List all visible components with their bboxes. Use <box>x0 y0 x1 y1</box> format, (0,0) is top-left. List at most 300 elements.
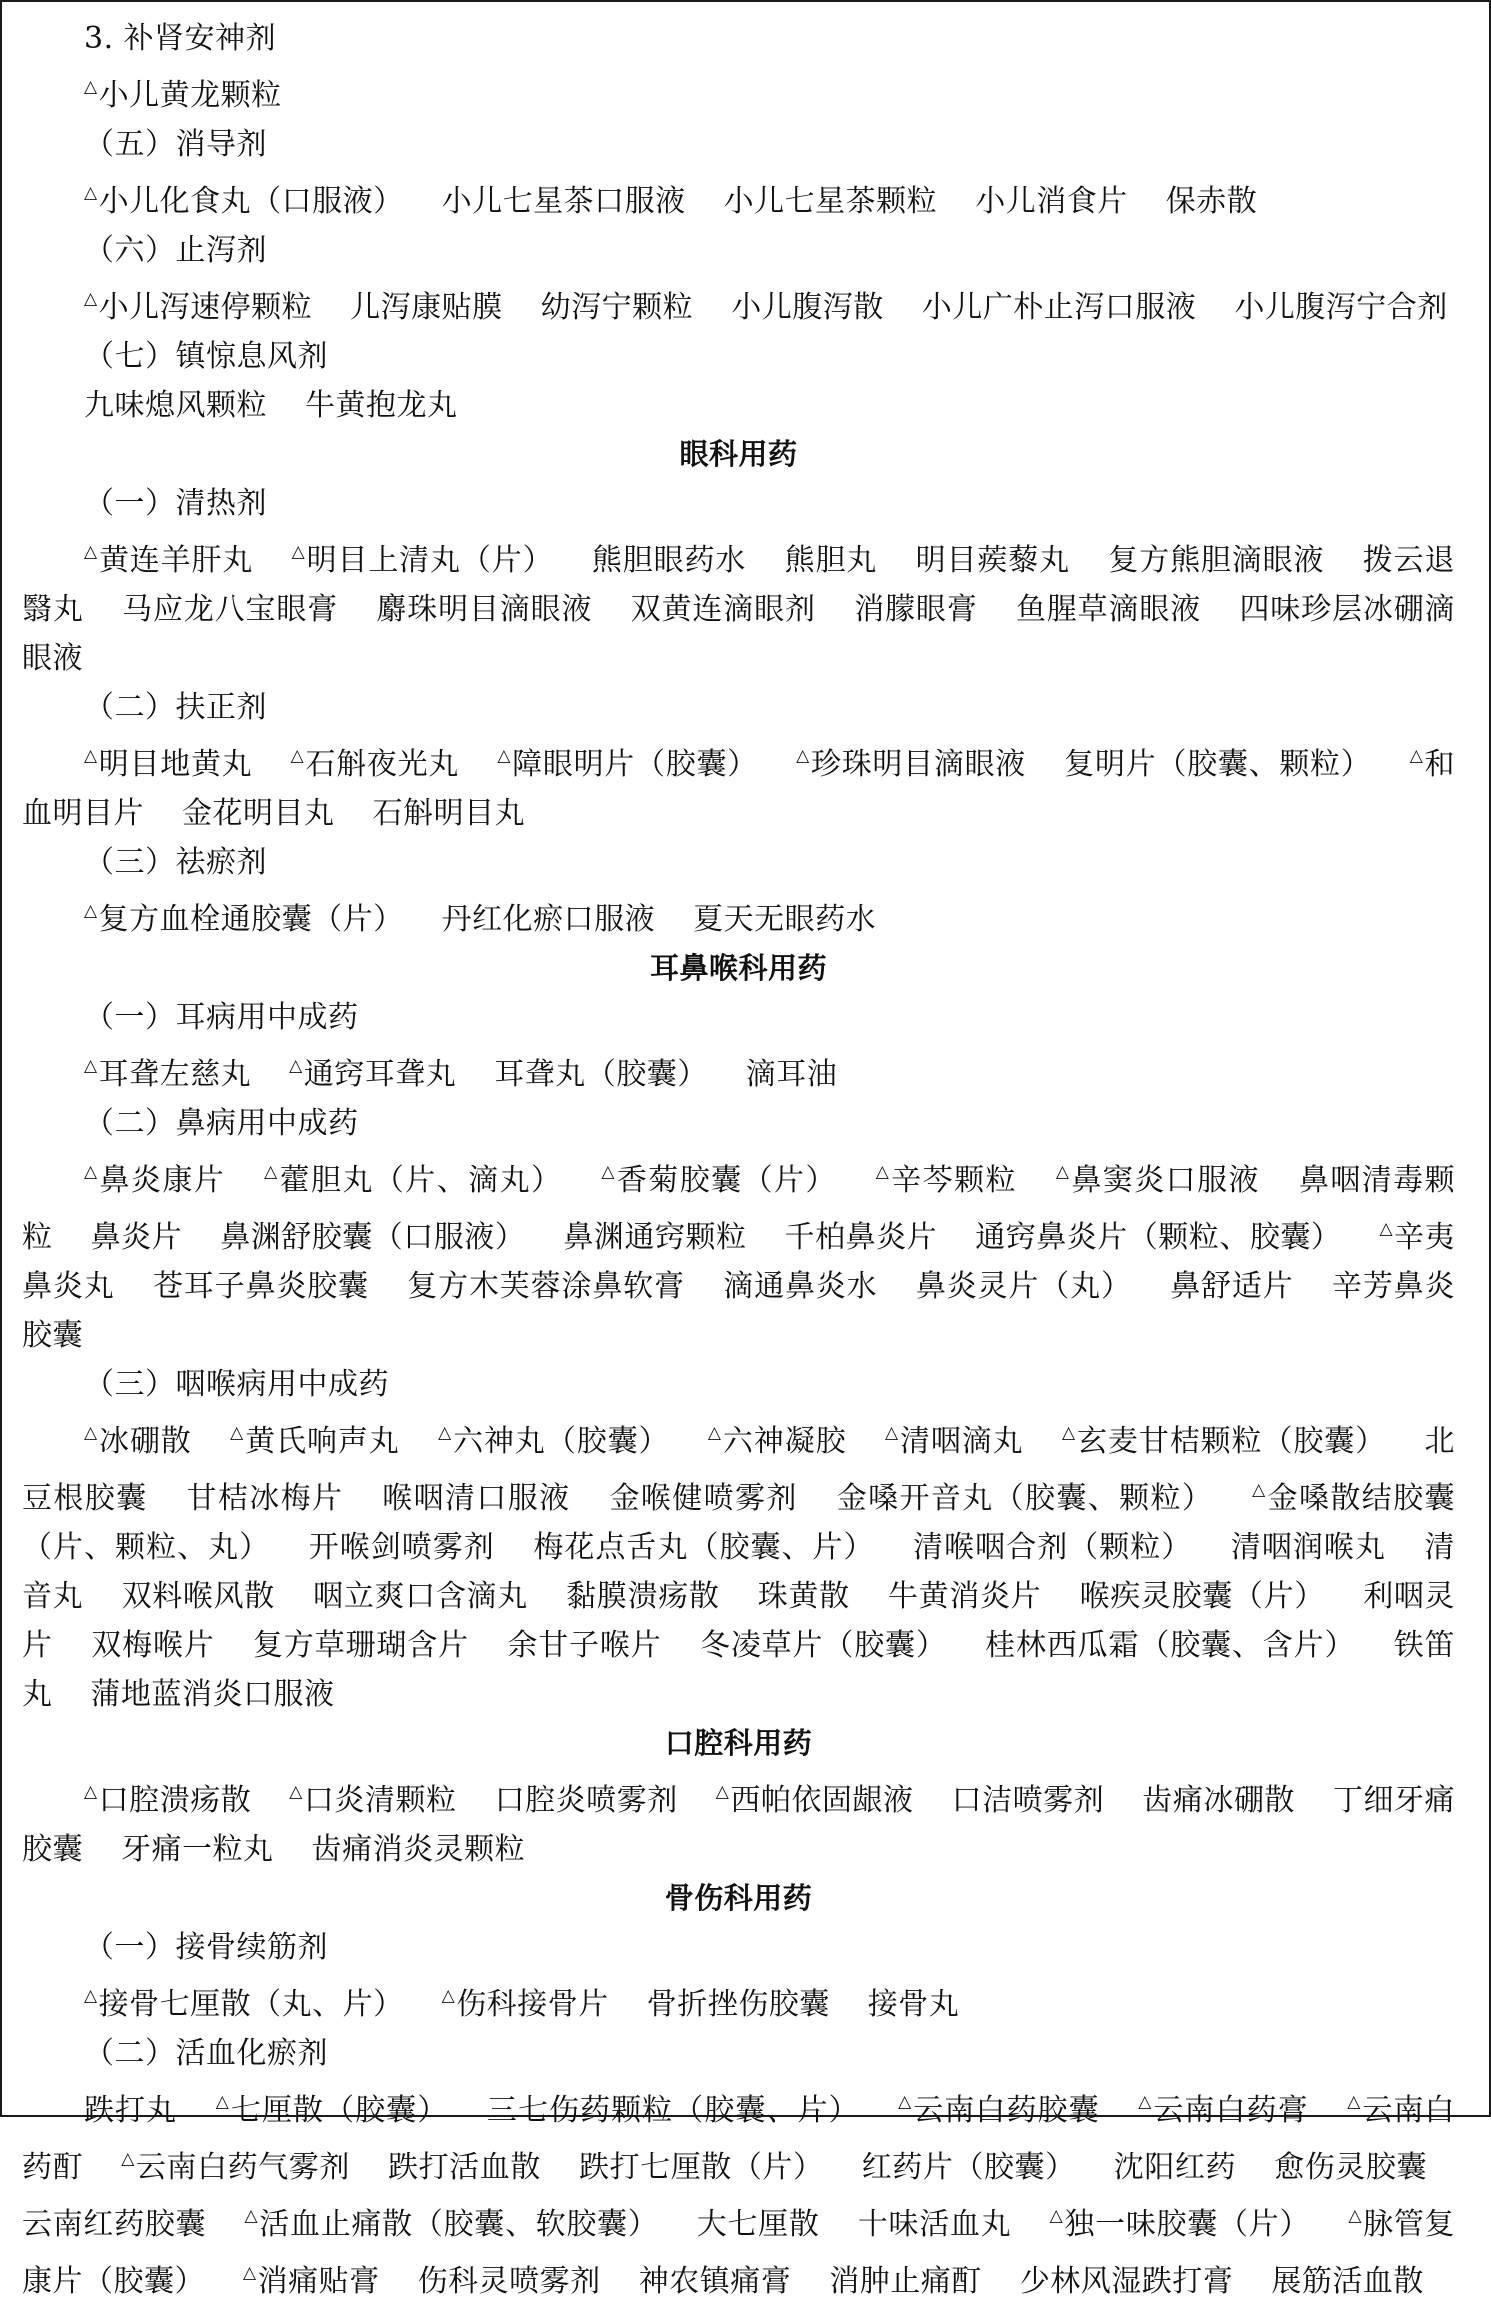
medicine-item <box>84 388 267 423</box>
category-heading: 耳鼻喉科用药 <box>649 951 827 985</box>
triangle-mark-icon: △ <box>796 746 810 766</box>
medicine-name: 牛黄抱龙丸 <box>305 388 458 423</box>
triangle-mark-icon: △ <box>1049 2206 1064 2226</box>
medicine-item <box>289 1057 456 1092</box>
medicine-item <box>84 2093 177 2128</box>
medicine-name: 伤科灵喷雾剂 <box>417 2264 601 2299</box>
category-heading: 口腔科用药 <box>664 1726 813 1760</box>
medicine-item <box>1142 1783 1295 1818</box>
medicine-item <box>220 1220 525 1255</box>
category-heading: 骨伤科用药 <box>664 1881 813 1915</box>
medicine-item <box>121 2150 350 2185</box>
medicine-name: 通窍耳聋丸 <box>303 1057 457 1092</box>
section-subheading: 3. 补肾安神剂 <box>84 21 277 56</box>
medicine-name: 口炎清颗粒 <box>303 1783 457 1818</box>
medicine-list-line <box>22 381 1455 430</box>
medicine-item <box>916 543 1070 578</box>
medicine-item <box>442 184 686 219</box>
medicine-item <box>785 1220 938 1255</box>
triangle-mark-icon: △ <box>441 1986 456 2006</box>
medicine-name: 九味熄风颗粒 <box>84 388 267 423</box>
medicine-list-line <box>22 275 1455 332</box>
medicine-name: 金花明目丸 <box>182 796 335 831</box>
medicine-item <box>84 1057 251 1092</box>
medicine-name: 复方熊胆滴眼液 <box>1108 543 1325 578</box>
medicine-item <box>182 796 335 831</box>
medicine-name: 藿胆丸（片、滴丸） <box>279 1163 563 1198</box>
medicine-name: 骨折挫伤胶囊 <box>646 1987 830 2022</box>
medicine-name: 珠黄散 <box>757 1579 850 1614</box>
medicine-name: 接骨丸 <box>867 1987 960 2022</box>
medicine-item <box>84 1987 404 2022</box>
medicine-name: 双梅喉片 <box>91 1628 215 1663</box>
medicine-item <box>305 388 458 423</box>
medicine-name: 黄连羊肝丸 <box>98 543 254 578</box>
medicine-item <box>1138 2093 1308 2128</box>
medicine-item <box>507 1628 661 1663</box>
triangle-mark-icon: △ <box>84 1162 99 1182</box>
medicine-item <box>785 543 878 578</box>
medicine-name: 熊胆眼药水 <box>591 543 747 578</box>
medicine-name: 活血止痛散（胶囊、软胶囊） <box>259 2207 659 2242</box>
medicine-item <box>376 592 592 627</box>
medicine-name: 口洁喷雾剂 <box>951 1783 1105 1818</box>
medicine-name: 明目地黄丸 <box>98 747 253 782</box>
medicine-name: 小儿化食丸（口服液） <box>98 184 404 219</box>
medicine-list-paragraph <box>22 2078 1455 2306</box>
medicine-item <box>913 1530 1192 1565</box>
medicine-name: 余甘子喉片 <box>507 1628 662 1663</box>
medicine-item <box>289 1783 456 1818</box>
medicine-name: 清咽滴丸 <box>899 1424 1024 1459</box>
triangle-mark-icon: △ <box>230 1423 245 1443</box>
medicine-name: 冰硼散 <box>98 1424 192 1459</box>
medicine-name: 明目蒺藜丸 <box>915 543 1070 578</box>
medicine-name: 夏天无眼药水 <box>693 902 877 937</box>
medicine-name: 小儿腹泻散 <box>731 290 884 325</box>
medicine-item <box>796 747 1026 782</box>
medicine-item <box>91 1628 214 1663</box>
medicine-list-line <box>22 1972 1455 2029</box>
medicine-item <box>985 1628 1355 1663</box>
medicine-name: 金嗓开音丸（胶囊、颗粒） <box>836 1481 1214 1516</box>
medicine-name: 十味活血丸 <box>857 2207 1012 2242</box>
medicine-item <box>312 1832 526 1867</box>
medicine-name: 通窍鼻炎片（颗粒、胶囊） <box>975 1220 1342 1255</box>
medicine-name: 小儿七星茶颗粒 <box>723 184 938 219</box>
medicine-item <box>566 1579 719 1614</box>
medicine-name: 咽立爽口含滴丸 <box>313 1579 528 1614</box>
medicine-item <box>1016 592 1201 627</box>
medicine-item <box>438 1424 669 1459</box>
triangle-mark-icon: △ <box>290 746 305 766</box>
medicine-item <box>862 2150 1076 2185</box>
triangle-mark-icon: △ <box>84 901 98 921</box>
medicine-list-paragraph <box>22 528 1455 683</box>
medicine-name: 跌打活血散 <box>388 2150 541 2185</box>
medicine-item <box>84 78 282 113</box>
medicine-name: 黏膜溃疡散 <box>566 1579 720 1614</box>
medicine-item <box>639 2264 792 2299</box>
medicine-list-line <box>22 887 1455 944</box>
medicine-item <box>382 1481 570 1516</box>
medicine-name: 独一味胶囊（片） <box>1064 2207 1311 2242</box>
triangle-mark-icon: △ <box>1062 1423 1077 1443</box>
medicine-item <box>541 290 694 325</box>
triangle-mark-icon: △ <box>84 183 98 203</box>
medicine-name: 西帕依固龈液 <box>730 1783 914 1818</box>
triangle-mark-icon: △ <box>264 1162 279 1182</box>
category-heading: 眼科用药 <box>679 437 798 471</box>
medicine-item <box>84 1783 251 1818</box>
triangle-mark-icon: △ <box>1409 746 1424 766</box>
medicine-item <box>533 1530 874 1565</box>
medicine-item <box>1231 1530 1386 1565</box>
medicine-item <box>837 1481 1214 1516</box>
section-subheading: （六）止泻剂 <box>84 233 267 268</box>
triangle-mark-icon: △ <box>243 2263 257 2283</box>
medicine-name: 桂林西瓜霜（胶囊、含片） <box>985 1628 1356 1663</box>
medicine-item <box>1050 2207 1310 2242</box>
triangle-mark-icon: △ <box>291 542 306 562</box>
medicine-item <box>1062 1424 1386 1459</box>
medicine-name: 展筋活血散 <box>1271 2264 1424 2299</box>
medicine-item <box>1064 747 1371 782</box>
section-subheading: （一）接骨续筋剂 <box>84 1930 328 1965</box>
triangle-mark-icon: △ <box>84 542 98 562</box>
medicine-name: 四味珍层冰硼滴眼液 <box>22 592 1456 676</box>
medicine-item <box>291 747 459 782</box>
section-subheading: （五）消导剂 <box>84 127 267 162</box>
medicine-name: 复方木芙蓉涂鼻软膏 <box>407 1269 685 1304</box>
medicine-name: 双黄连滴眼剂 <box>630 592 816 627</box>
medicine-name: 利咽灵片 <box>22 1579 1456 1663</box>
medicine-name: 喉疾灵胶囊（片） <box>1079 1579 1325 1614</box>
medicine-item <box>746 1057 838 1092</box>
medicine-name: 丹红化瘀口服液 <box>441 902 656 937</box>
medicine-name: 消肿止痛酊 <box>829 2264 982 2299</box>
medicine-item <box>418 2264 601 2299</box>
section-subheading: （一）耳病用中成药 <box>84 1000 359 1035</box>
medicine-item <box>868 1987 960 2022</box>
medicine-item <box>84 902 404 937</box>
medicine-item <box>153 1269 369 1304</box>
medicine-name: 鼻渊通窍颗粒 <box>563 1220 747 1255</box>
triangle-mark-icon: △ <box>84 746 98 766</box>
section-subheading: （二）扶正剂 <box>84 690 267 725</box>
medicine-item <box>922 290 1197 325</box>
medicine-item <box>885 1424 1024 1459</box>
medicine-name: 六神丸（胶囊） <box>453 1424 670 1459</box>
medicine-item <box>407 1269 685 1304</box>
medicine-name: 小儿消食片 <box>975 184 1128 219</box>
medicine-name: 小儿黄龙颗粒 <box>98 78 282 113</box>
medicine-name: 脉管复康片（胶囊） <box>22 2207 1456 2299</box>
medicine-item <box>292 543 554 578</box>
medicine-name: 耳聋左慈丸 <box>98 1057 252 1092</box>
triangle-mark-icon: △ <box>1055 1162 1071 1182</box>
triangle-mark-icon: △ <box>84 1423 98 1443</box>
medicine-name: 沈阳红药 <box>1113 2150 1237 2185</box>
triangle-mark-icon: △ <box>1252 1480 1267 1500</box>
medicine-name: 马应龙八宝眼膏 <box>122 592 339 627</box>
triangle-mark-icon: △ <box>497 746 512 766</box>
medicine-name: 齿痛消炎灵颗粒 <box>311 1832 526 1867</box>
medicine-name: 清喉咽合剂（颗粒） <box>913 1530 1193 1565</box>
medicine-item <box>724 184 938 219</box>
medicine-name: 鼻炎康片 <box>99 1163 226 1198</box>
medicine-list-paragraph <box>22 1768 1455 1874</box>
medicine-item <box>121 1832 274 1867</box>
medicine-name: 苍耳子鼻炎胶囊 <box>152 1269 369 1304</box>
medicine-name: 大七厘散 <box>696 2207 820 2242</box>
triangle-mark-icon: △ <box>601 1162 616 1182</box>
medicine-name: 牛黄消炎片 <box>887 1579 1042 1614</box>
medicine-name: 石斛夜光丸 <box>305 747 460 782</box>
medicine-name: 鼻炎片 <box>90 1220 183 1255</box>
medicine-name: 清音丸 <box>22 1530 1456 1614</box>
medicine-name: 障眼明片（胶囊） <box>512 747 758 782</box>
medicine-item <box>1080 1579 1325 1614</box>
medicine-item <box>245 2207 659 2242</box>
triangle-mark-icon: △ <box>84 1782 98 1802</box>
medicine-name: 口腔溃疡散 <box>98 1783 252 1818</box>
medicine-item <box>708 1424 847 1459</box>
medicine-name: 辛芩颗粒 <box>891 1163 1017 1198</box>
medicine-name: 明目上清丸（片） <box>306 543 554 578</box>
medicine-list-line <box>22 169 1455 226</box>
medicine-name: 喉咽清口服液 <box>382 1481 571 1516</box>
triangle-mark-icon: △ <box>1138 2092 1153 2112</box>
medicine-item <box>1271 2264 1424 2299</box>
medicine-name: 幼泻宁颗粒 <box>540 290 694 325</box>
medicine-name: 蒲地蓝消炎口服液 <box>90 1677 335 1712</box>
medicine-item <box>216 2093 449 2128</box>
triangle-mark-icon: △ <box>84 77 98 97</box>
medicine-name: 鼻渊舒胶囊（口服液） <box>220 1220 526 1255</box>
medicine-item <box>442 902 656 937</box>
medicine-name: 跌打七厘散（片） <box>579 2150 824 2185</box>
medicine-name: 清咽润喉丸 <box>1230 1530 1386 1565</box>
medicine-name: 云南红药胶囊 <box>22 2207 207 2242</box>
medicine-item <box>22 2207 206 2242</box>
medicine-name: 辛夷鼻炎丸 <box>22 1220 1456 1304</box>
medicine-name: 麝珠明目滴眼液 <box>376 592 593 627</box>
medicine-name: 冬凌草片（胶囊） <box>699 1628 947 1663</box>
medicine-item <box>858 2207 1012 2242</box>
medicine-name: 伤科接骨片 <box>456 1987 609 2022</box>
section-subheading: （二）活血化瘀剂 <box>84 2036 328 2071</box>
section-subheading: （七）镇惊息风剂 <box>84 339 328 374</box>
medicine-name: 鱼腥草滴眼液 <box>1015 592 1202 627</box>
medicine-name: 三七伤药颗粒（胶囊、片） <box>486 2093 860 2128</box>
medicine-item <box>442 1987 609 2022</box>
triangle-mark-icon: △ <box>1379 1219 1394 1239</box>
triangle-mark-icon: △ <box>84 1986 98 2006</box>
medicine-item <box>84 747 252 782</box>
medicine-item <box>952 1783 1105 1818</box>
medicine-list-paragraph <box>22 1409 1455 1719</box>
medicine-name: 消朦眼膏 <box>854 592 978 627</box>
medicine-item <box>1108 543 1324 578</box>
medicine-item <box>91 1220 183 1255</box>
medicine-item <box>609 1481 797 1516</box>
medicine-item <box>84 184 404 219</box>
medicine-name: 石斛明目丸 <box>372 796 526 831</box>
medicine-item <box>186 1481 343 1516</box>
medicine-name: 熊胆丸 <box>784 543 878 578</box>
medicine-name: 梅花点舌丸（胶囊、片） <box>533 1530 875 1565</box>
medicine-name: 接骨七厘散（丸、片） <box>98 1987 404 2022</box>
medicine-name: 鼻窦炎口服液 <box>1071 1163 1260 1198</box>
medicine-name: 小儿泻速停颗粒 <box>98 290 313 325</box>
medicine-item <box>1020 2264 1234 2299</box>
medicine-item <box>697 2207 820 2242</box>
medicine-item <box>313 1579 528 1614</box>
medicine-name: 开喉剑喷雾剂 <box>308 1530 495 1565</box>
medicine-name: 保赤散 <box>1165 184 1258 219</box>
medicine-item <box>388 2150 541 2185</box>
medicine-name: 云南白药胶囊 <box>913 2093 1100 2128</box>
medicine-item <box>122 592 338 627</box>
medicine-name: 丁细牙痛胶囊 <box>22 1783 1456 1867</box>
section-subheading: （一）清热剂 <box>84 486 267 521</box>
medicine-name: 神农镇痛膏 <box>638 2264 792 2299</box>
medicine-item <box>1274 2150 1427 2185</box>
medicine-item <box>497 747 758 782</box>
medicine-item <box>563 1220 746 1255</box>
triangle-mark-icon: △ <box>289 1056 303 1076</box>
medicine-item <box>647 1987 830 2022</box>
medicine-name: 拨云退翳丸 <box>22 543 1456 627</box>
triangle-mark-icon: △ <box>121 2149 135 2169</box>
medicine-name: 小儿腹泻宁合剂 <box>1234 290 1448 325</box>
medicine-item <box>84 290 312 325</box>
triangle-mark-icon: △ <box>715 1782 730 1802</box>
triangle-mark-icon: △ <box>215 2092 230 2112</box>
medicine-item <box>601 1163 836 1198</box>
medicine-name: 玄麦甘桔颗粒（胶囊） <box>1077 1424 1387 1459</box>
triangle-mark-icon: △ <box>1348 2206 1363 2226</box>
medicine-list-line <box>22 63 1455 120</box>
medicine-item <box>693 902 876 937</box>
medicine-item <box>84 543 253 578</box>
medicine-name: 千柏鼻炎片 <box>784 1220 938 1255</box>
triangle-mark-icon: △ <box>244 2206 259 2226</box>
medicine-name: 铁笛丸 <box>22 1628 1456 1712</box>
medicine-item <box>758 1579 850 1614</box>
medicine-name: 甘桔冰梅片 <box>186 1481 344 1516</box>
medicine-item <box>631 592 816 627</box>
medicine-item <box>975 1220 1341 1255</box>
medicine-name: 鼻舒适片 <box>1170 1269 1294 1304</box>
medicine-name: 复明片（胶囊、颗粒） <box>1064 747 1372 782</box>
triangle-mark-icon: △ <box>84 1056 98 1076</box>
medicine-name: 鼻咽清毒颗粒 <box>22 1163 1456 1255</box>
medicine-item <box>264 1163 562 1198</box>
medicine-item <box>243 2264 380 2299</box>
medicine-item <box>494 1057 708 1092</box>
triangle-mark-icon: △ <box>884 1423 899 1443</box>
medicine-item <box>829 2264 982 2299</box>
medicine-name: 跌打丸 <box>84 2093 178 2128</box>
medicine-name: 金嗓散结胶囊（片、颗粒、丸） <box>22 1481 1456 1565</box>
medicine-list-line <box>22 1042 1455 1099</box>
medicine-name: 珍珠明目滴眼液 <box>810 747 1027 782</box>
medicine-name: 鼻炎灵片（丸） <box>915 1269 1132 1304</box>
medicine-name: 齿痛冰硼散 <box>1142 1783 1295 1818</box>
medicine-name: 耳聋丸（胶囊） <box>494 1057 708 1092</box>
medicine-name: 少林风湿跌打膏 <box>1019 2264 1234 2299</box>
medicine-item <box>122 1579 275 1614</box>
medicine-name: 消痛贴膏 <box>257 2264 380 2299</box>
medicine-list-paragraph <box>22 732 1455 838</box>
triangle-mark-icon: △ <box>875 1162 891 1182</box>
medicine-item <box>84 1163 225 1198</box>
medicine-item <box>1056 1163 1260 1198</box>
medicine-name: 黄氏响声丸 <box>245 1424 400 1459</box>
medicine-name: 和血明目片 <box>22 747 1456 831</box>
medicine-item <box>1234 290 1448 325</box>
medicine-name: 红药片（胶囊） <box>861 2150 1076 2185</box>
medicine-name: 滴通鼻炎水 <box>723 1269 878 1304</box>
medicine-name: 双料喉风散 <box>121 1579 275 1614</box>
medicine-item <box>888 1579 1041 1614</box>
section-subheading: （二）鼻病用中成药 <box>84 1106 359 1141</box>
medicine-item <box>876 1163 1017 1198</box>
medicine-item <box>350 290 503 325</box>
medicine-item <box>716 1783 914 1818</box>
medicine-name: 滴耳油 <box>745 1057 838 1092</box>
medicine-item <box>309 1530 495 1565</box>
medicine-item <box>700 1628 947 1663</box>
medicine-name: 小儿七星茶口服液 <box>441 184 686 219</box>
medicine-name: 云南白药气雾剂 <box>135 2150 350 2185</box>
medicine-name: 七厘散（胶囊） <box>230 2093 449 2128</box>
triangle-mark-icon: △ <box>1347 2092 1362 2112</box>
medicine-item <box>1170 1269 1293 1304</box>
medicine-name: 复方草珊瑚含片 <box>253 1628 469 1663</box>
medicine-name: 云南白药膏 <box>1153 2093 1309 2128</box>
medicine-name: 愈伤灵胶囊 <box>1274 2150 1427 2185</box>
medicine-item <box>592 543 746 578</box>
triangle-mark-icon: △ <box>289 1782 303 1802</box>
medicine-item <box>1166 184 1258 219</box>
medicine-name: 金喉健喷雾剂 <box>609 1481 798 1516</box>
medicine-name: 六神凝胶 <box>722 1424 847 1459</box>
medicine-item <box>84 1424 192 1459</box>
medicine-item <box>916 1269 1132 1304</box>
medicine-item <box>854 592 977 627</box>
medicine-item <box>91 1677 335 1712</box>
section-subheading: （三）祛瘀剂 <box>84 845 267 880</box>
triangle-mark-icon: △ <box>84 289 98 309</box>
triangle-mark-icon: △ <box>438 1423 453 1443</box>
medicine-name: 辛芳鼻炎胶囊 <box>22 1269 1456 1353</box>
medicine-name: 儿泻康贴膜 <box>350 290 503 325</box>
medicine-name: 复方血栓通胶囊（片） <box>98 902 404 937</box>
medicine-item <box>230 1424 400 1459</box>
medicine-item <box>579 2150 824 2185</box>
triangle-mark-icon: △ <box>707 1423 722 1443</box>
medicine-name: 香菊胶囊（片） <box>616 1163 837 1198</box>
medicine-name: 牙痛一粒丸 <box>121 1832 274 1867</box>
medicine-item <box>975 184 1128 219</box>
medicine-item <box>373 796 526 831</box>
medicine-name: 云南白药酊 <box>22 2093 1456 2185</box>
medicine-item <box>723 1269 877 1304</box>
medicine-name: 口腔炎喷雾剂 <box>494 1783 678 1818</box>
